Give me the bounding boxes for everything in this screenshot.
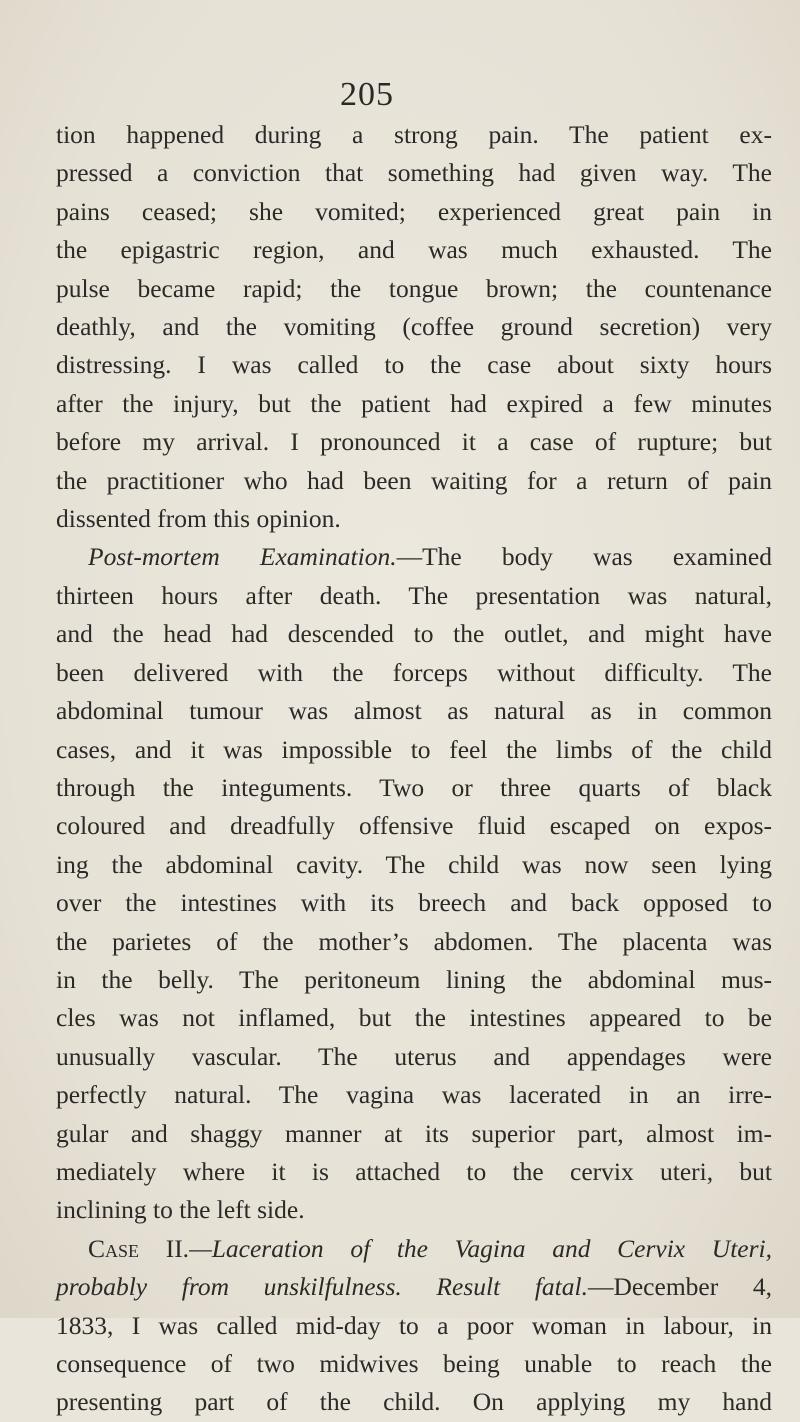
text-line: consequence of two midwives being unable to reach the <box>56 1349 772 1378</box>
post-mortem-heading: Post-mortem Examination. <box>88 542 397 572</box>
text-line: ing the abdominal cavity. The child was now seen lying <box>56 849 772 879</box>
case-title-continued: probably from unskilfulness. Result fatal. <box>56 1272 588 1302</box>
text-line: mediately where it is attached to the cervix uteri, but <box>56 1156 772 1186</box>
text-line <box>56 1230 772 1268</box>
body-text <box>56 116 772 1422</box>
text-line: the epigastric region, and was much exhausted. The <box>56 235 772 265</box>
post-mortem-first-line: —The body was examined <box>396 542 772 572</box>
text-line: tion happened during a strong pain. The patient ex- <box>56 120 772 149</box>
text-line: the practitioner who had been waiting for a return of pain <box>56 465 772 495</box>
text-line: distressing. I was called to the case about sixty hours <box>56 350 772 380</box>
text-line <box>56 1268 772 1306</box>
text-line: perfectly natural. The vagina was lacerated in an irre- <box>56 1080 772 1110</box>
case-title: —Laceration of the Vagina and Cervix Uteri, <box>189 1233 772 1263</box>
text-line: cles was not inflamed, but the intestines appeared to be <box>56 1003 772 1033</box>
text-line: the parietes of the mother’s abdomen. The placenta was <box>56 926 772 956</box>
text-line: thirteen hours after death. The presentation was natural, <box>56 580 772 610</box>
text-line: deathly, and the vomiting (coffee ground secretion) very <box>56 312 772 342</box>
paragraph-post-mortem <box>56 538 772 1229</box>
page-number: 205 <box>340 76 394 113</box>
text-line: dissented from this opinion. <box>56 504 341 534</box>
text-line: and the head had descended to the outlet, and might have <box>56 619 772 649</box>
text-line <box>56 538 772 576</box>
paragraph-case-two <box>56 1230 772 1422</box>
text-line: cases, and it was impossible to feel the limbs of the child <box>56 734 772 764</box>
text-line: pressed a conviction that something had given way. The <box>56 158 772 188</box>
text-line: before my arrival. I pronounced it a case of rupture; but <box>56 427 772 457</box>
text-line: abdominal tumour was almost as natural as in common <box>56 696 772 726</box>
text-line: pains ceased; she vomited; experienced great pain in <box>56 196 772 226</box>
case-label: Case II. <box>88 1233 190 1263</box>
paragraph-case-history <box>56 116 772 538</box>
text-line: gular and shaggy manner at its superior part, almost im- <box>56 1118 772 1148</box>
case-date: —December 4, <box>587 1272 772 1302</box>
text-line: coloured and dreadfully offensive fluid escaped on expos- <box>56 811 772 841</box>
text-line: after the injury, but the patient had expired a few minutes <box>56 388 772 418</box>
text-line: through the integuments. Two or three quarts of black <box>56 772 772 802</box>
text-line: unusually vascular. The uterus and appendages were <box>56 1041 772 1071</box>
text-line: inclining to the left side. <box>56 1195 305 1225</box>
text-line: presenting part of the child. On applying my hand <box>56 1387 772 1417</box>
text-line: been delivered with the forceps without difficulty. The <box>56 657 772 687</box>
text-line: over the intestines with its breech and back opposed to <box>56 888 772 918</box>
text-line: 1833, I was called mid-day to a poor woman in labour, in <box>56 1310 772 1340</box>
text-line: in the belly. The peritoneum lining the abdominal mus- <box>56 964 772 994</box>
text-line: pulse became rapid; the tongue brown; the countenance <box>56 273 772 303</box>
